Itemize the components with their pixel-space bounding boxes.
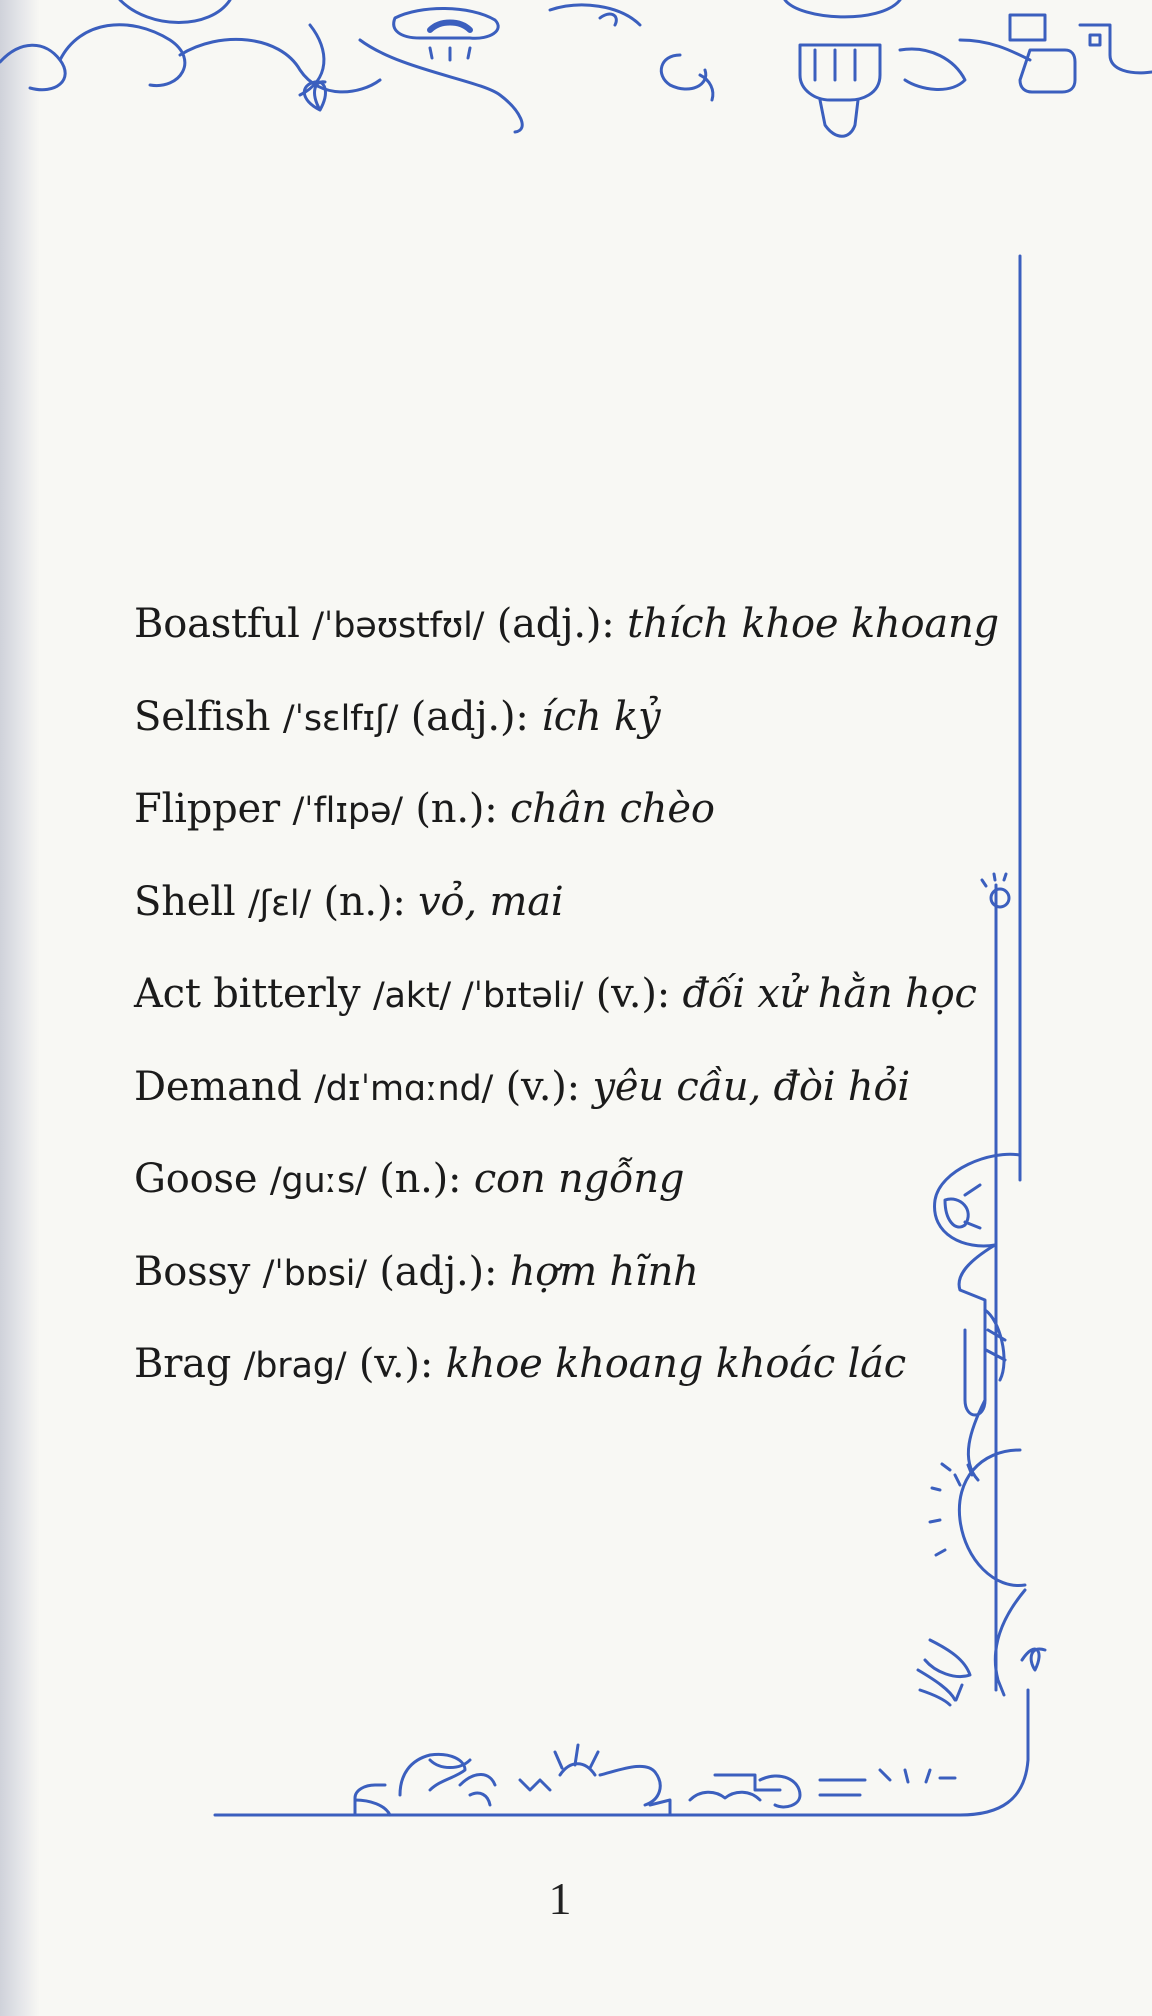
- vocab-meaning: khoe khoang khoác lác: [445, 1341, 907, 1387]
- vocab-entry: [134, 870, 974, 963]
- vocab-ipa: /guːs/: [269, 1161, 367, 1201]
- vocab-word: Flipper: [134, 786, 280, 832]
- vocab-pos: (v.):: [595, 971, 671, 1017]
- vocab-entry: [134, 1332, 974, 1425]
- vocab-word: Brag: [134, 1341, 232, 1387]
- vocab-ipa: /ʃɛl/: [247, 883, 311, 924]
- vocab-pos: (n.):: [323, 878, 406, 925]
- vocab-meaning: chân chèo: [510, 786, 715, 832]
- vocab-entry: [134, 962, 977, 1055]
- vocab-pos: (adj.):: [496, 601, 615, 647]
- vocabulary-list: [134, 592, 999, 1425]
- vocab-entry: [134, 1147, 974, 1240]
- vocab-word: Boastful: [134, 601, 300, 647]
- vocab-entry: [134, 1240, 974, 1333]
- frame-bottom-line: [215, 1690, 1028, 1815]
- vocab-pos: (v.):: [505, 1063, 580, 1110]
- vocab-word: Goose: [134, 1156, 258, 1202]
- vocab-meaning: vỏ, mai: [418, 878, 564, 925]
- vocab-ipa: /ˈbəʊstfʊl/: [312, 606, 485, 646]
- vocab-word: Bossy: [134, 1248, 251, 1295]
- vocab-entry: [134, 777, 974, 870]
- page-number: 1: [548, 1873, 572, 1924]
- vocab-ipa: /ˈflɪpə/: [292, 791, 403, 831]
- vocab-pos: (n.):: [379, 1156, 462, 1202]
- vocab-pos: (v.):: [358, 1341, 434, 1387]
- vocab-meaning: con ngỗng: [473, 1156, 685, 1202]
- vocab-entry: [134, 1055, 974, 1148]
- vocab-ipa: /ˈsɛlfɪʃ/: [282, 698, 399, 739]
- vocab-meaning: hợm hĩnh: [509, 1248, 699, 1295]
- vocab-word: Act bitterly: [134, 971, 361, 1017]
- vocab-pos: (n.):: [415, 786, 498, 832]
- vocab-pos: (adj.):: [379, 1248, 498, 1295]
- vocab-word: Demand: [134, 1063, 302, 1110]
- vocab-ipa: /ˈbɒsi/: [262, 1253, 367, 1294]
- doodle-border-icon: [0, 0, 1152, 136]
- vocab-entry: [134, 685, 974, 778]
- vocab-word: Shell: [134, 878, 236, 925]
- vocab-meaning: yêu cầu, đòi hỏi: [592, 1063, 910, 1110]
- vocab-ipa: /dɪˈmɑːnd/: [314, 1068, 494, 1109]
- vocab-pos: (adj.):: [410, 693, 529, 740]
- vocab-ipa: /brag/: [243, 1346, 347, 1386]
- vocab-word: Selfish: [134, 693, 271, 740]
- vocab-entry: [134, 592, 999, 685]
- vocab-meaning: thích khoe khoang: [627, 601, 999, 647]
- vocab-meaning: đối xử hằn học: [682, 971, 977, 1017]
- doodle-border-icon: [355, 1745, 955, 1815]
- vocab-ipa: /akt/ /ˈbɪtəli/: [372, 976, 584, 1016]
- vocab-meaning: ích kỷ: [541, 693, 661, 740]
